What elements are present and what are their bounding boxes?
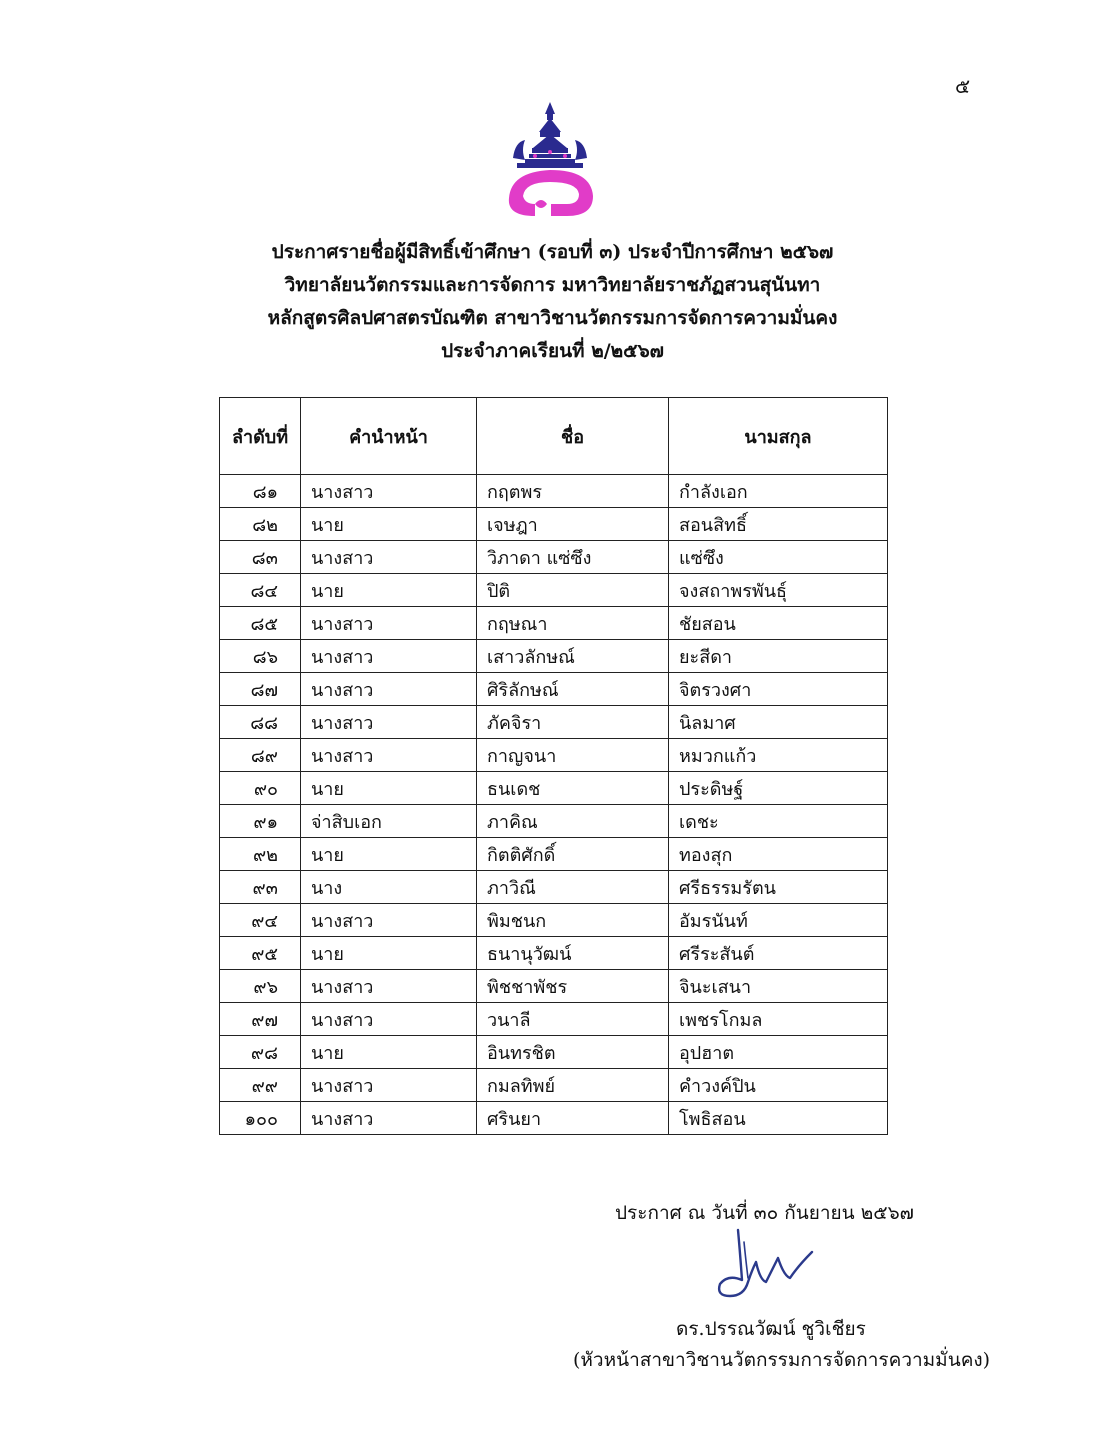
cell-prefix: นาง bbox=[301, 871, 477, 904]
cell-order: ๘๓ bbox=[220, 541, 301, 574]
cell-last-name: ชัยสอน bbox=[669, 607, 888, 640]
table-row bbox=[220, 871, 888, 904]
cell-last-name: กำลังเอก bbox=[669, 475, 888, 508]
announcement-date: ประกาศ ณ วันที่ ๓๐ กันยายน ๒๕๖๗ bbox=[615, 1202, 914, 1224]
cell-first-name: ภัคจิรา bbox=[477, 706, 669, 739]
signer-position: (หัวหน้าสาขาวิชานวัตกรรมการจัดการความมั่นคง) bbox=[573, 1349, 991, 1371]
table-header-row bbox=[220, 398, 888, 475]
cell-first-name: ปิติ bbox=[477, 574, 669, 607]
cell-last-name: คำวงค์ปิน bbox=[669, 1069, 888, 1102]
cell-prefix: นางสาว bbox=[301, 1102, 477, 1135]
table-row bbox=[220, 673, 888, 706]
cell-first-name: ภาวิณี bbox=[477, 871, 669, 904]
cell-order: ๙๙ bbox=[220, 1069, 301, 1102]
table-row bbox=[220, 838, 888, 871]
table-row bbox=[220, 607, 888, 640]
table-row bbox=[220, 1003, 888, 1036]
heading-line-1: ประกาศรายชื่อผู้มีสิทธิ์เข้าศึกษา (รอบที่ ๓) ประจำปีการศึกษา ๒๕๖๗ bbox=[271, 241, 834, 263]
table-row bbox=[220, 805, 888, 838]
cell-order: ๘๑ bbox=[220, 475, 301, 508]
cell-prefix: นางสาว bbox=[301, 706, 477, 739]
cell-prefix: นางสาว bbox=[301, 904, 477, 937]
cell-last-name: หมวกแก้ว bbox=[669, 739, 888, 772]
header-order: ลำดับที่ bbox=[220, 398, 301, 475]
cell-last-name: ศรีระสันต์ bbox=[669, 937, 888, 970]
university-logo bbox=[495, 100, 605, 222]
cell-prefix: นาย bbox=[301, 574, 477, 607]
cell-prefix: นางสาว bbox=[301, 1069, 477, 1102]
cell-order: ๙๒ bbox=[220, 838, 301, 871]
table-row bbox=[220, 1036, 888, 1069]
cell-order: ๘๒ bbox=[220, 508, 301, 541]
cell-first-name: พิมชนก bbox=[477, 904, 669, 937]
cell-last-name: อัมรนันท์ bbox=[669, 904, 888, 937]
cell-order: ๘๕ bbox=[220, 607, 301, 640]
signer-name: ดร.ปรรณวัฒน์ ชูวิเชียร bbox=[676, 1318, 866, 1340]
cell-prefix: นาย bbox=[301, 508, 477, 541]
cell-first-name: วนาลี bbox=[477, 1003, 669, 1036]
cell-first-name: กิตติศักดิ์ bbox=[477, 838, 669, 871]
cell-last-name: ทองสุก bbox=[669, 838, 888, 871]
table-row bbox=[220, 1102, 888, 1135]
cell-first-name: กาญจนา bbox=[477, 739, 669, 772]
cell-last-name: จิตรวงศา bbox=[669, 673, 888, 706]
cell-order: ๑๐๐ bbox=[220, 1102, 301, 1135]
cell-order: ๙๑ bbox=[220, 805, 301, 838]
cell-first-name: พิชชาพัชร bbox=[477, 970, 669, 1003]
table-row bbox=[220, 904, 888, 937]
table-row bbox=[220, 970, 888, 1003]
header-first-name: ชื่อ bbox=[477, 398, 669, 475]
cell-prefix: นางสาว bbox=[301, 541, 477, 574]
cell-first-name: ธนานุวัฒน์ bbox=[477, 937, 669, 970]
cell-order: ๙๗ bbox=[220, 1003, 301, 1036]
cell-order: ๘๖ bbox=[220, 640, 301, 673]
heading-line-4: ประจำภาคเรียนที่ ๒/๒๕๖๗ bbox=[441, 340, 664, 362]
cell-last-name: จินะเสนา bbox=[669, 970, 888, 1003]
cell-prefix: นางสาว bbox=[301, 970, 477, 1003]
header-prefix: คำนำหน้า bbox=[301, 398, 477, 475]
announcement-heading bbox=[0, 236, 1105, 368]
cell-order: ๘๔ bbox=[220, 574, 301, 607]
cell-last-name: ประดิษฐ์ bbox=[669, 772, 888, 805]
cell-prefix: นางสาว bbox=[301, 640, 477, 673]
student-roster-table bbox=[219, 397, 888, 1135]
cell-first-name: ภาคิณ bbox=[477, 805, 669, 838]
cell-prefix: นางสาว bbox=[301, 1003, 477, 1036]
cell-prefix: นาย bbox=[301, 838, 477, 871]
cell-last-name: ศรีธรรมรัตน bbox=[669, 871, 888, 904]
cell-last-name: ยะสีดา bbox=[669, 640, 888, 673]
cell-order: ๘๘ bbox=[220, 706, 301, 739]
heading-line-2: วิทยาลัยนวัตกรรมและการจัดการ มหาวิทยาลัยราชภัฏสวนสุนันทา bbox=[284, 274, 821, 296]
table-row bbox=[220, 1069, 888, 1102]
cell-last-name: อุปฮาต bbox=[669, 1036, 888, 1069]
header-last-name: นามสกุล bbox=[669, 398, 888, 475]
table-row bbox=[220, 475, 888, 508]
cell-first-name: วิภาดา แซ่ซึง bbox=[477, 541, 669, 574]
table-row bbox=[220, 640, 888, 673]
cell-last-name: โพธิสอน bbox=[669, 1102, 888, 1135]
cell-last-name: จงสถาพรพันธุ์ bbox=[669, 574, 888, 607]
cell-last-name: นิลมาศ bbox=[669, 706, 888, 739]
cell-last-name: เพชรโกมล bbox=[669, 1003, 888, 1036]
cell-last-name: แซ่ซึง bbox=[669, 541, 888, 574]
cell-prefix: นางสาว bbox=[301, 607, 477, 640]
cell-first-name: อินทรชิต bbox=[477, 1036, 669, 1069]
cell-order: ๙๔ bbox=[220, 904, 301, 937]
cell-last-name: สอนสิทธิ์ bbox=[669, 508, 888, 541]
cell-order: ๙๓ bbox=[220, 871, 301, 904]
cell-first-name: ธนเดช bbox=[477, 772, 669, 805]
cell-first-name: ศิริลักษณ์ bbox=[477, 673, 669, 706]
table-row bbox=[220, 937, 888, 970]
cell-order: ๙๕ bbox=[220, 937, 301, 970]
cell-first-name: ศรินยา bbox=[477, 1102, 669, 1135]
cell-first-name: เจษฎา bbox=[477, 508, 669, 541]
heading-line-3: หลักสูตรศิลปศาสตรบัณฑิต สาขาวิชานวัตกรรมการจัดการความมั่นคง bbox=[267, 307, 838, 329]
cell-order: ๙๖ bbox=[220, 970, 301, 1003]
cell-prefix: นาย bbox=[301, 937, 477, 970]
table-row bbox=[220, 706, 888, 739]
cell-first-name: เสาวลักษณ์ bbox=[477, 640, 669, 673]
table-row bbox=[220, 574, 888, 607]
cell-first-name: กฤตพร bbox=[477, 475, 669, 508]
cell-prefix: นาย bbox=[301, 772, 477, 805]
cell-prefix: จ่าสิบเอก bbox=[301, 805, 477, 838]
table-row bbox=[220, 541, 888, 574]
cell-prefix: นางสาว bbox=[301, 475, 477, 508]
cell-first-name: กมลทิพย์ bbox=[477, 1069, 669, 1102]
cell-prefix: นาย bbox=[301, 1036, 477, 1069]
table-row bbox=[220, 772, 888, 805]
cell-order: ๘๙ bbox=[220, 739, 301, 772]
cell-last-name: เดชะ bbox=[669, 805, 888, 838]
cell-first-name: กฤษณา bbox=[477, 607, 669, 640]
table-row bbox=[220, 508, 888, 541]
cell-order: ๘๗ bbox=[220, 673, 301, 706]
cell-prefix: นางสาว bbox=[301, 673, 477, 706]
table-row bbox=[220, 739, 888, 772]
cell-order: ๙๘ bbox=[220, 1036, 301, 1069]
page-number: ๕ bbox=[955, 74, 971, 98]
cell-prefix: นางสาว bbox=[301, 739, 477, 772]
signature-image bbox=[708, 1222, 818, 1308]
cell-order: ๙๐ bbox=[220, 772, 301, 805]
